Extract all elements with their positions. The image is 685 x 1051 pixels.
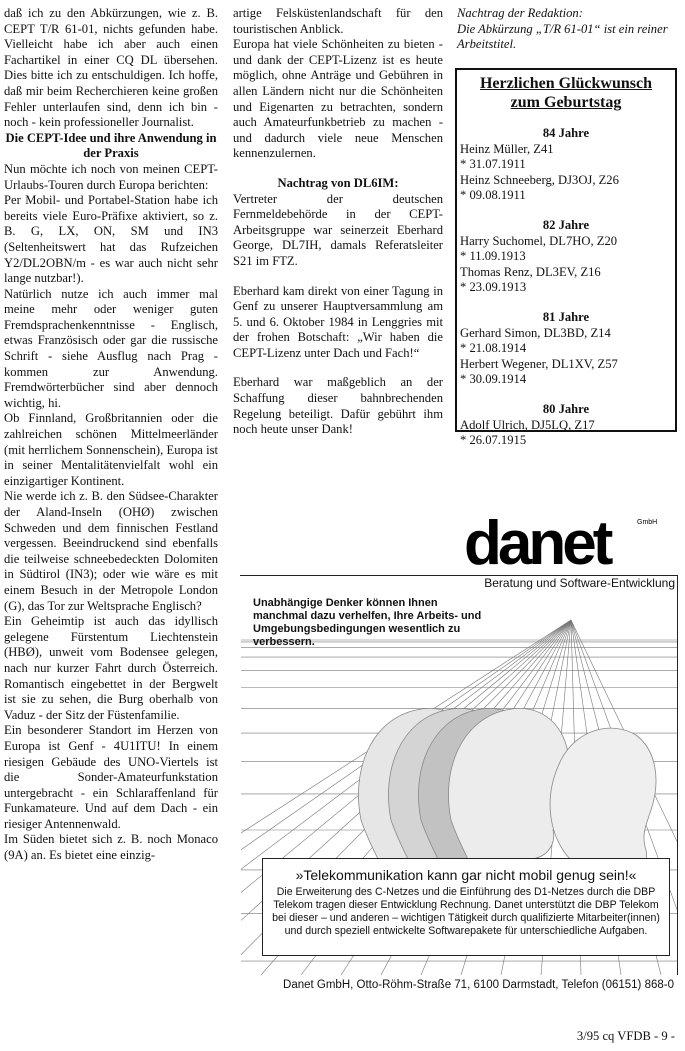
- person-name: Heinz Müller, Z41: [460, 141, 554, 156]
- editorial-note: [457, 6, 677, 53]
- article-column-2: [233, 6, 443, 438]
- person-date: * 11.09.1913: [460, 249, 526, 264]
- person-date: * 09.08.1911: [460, 188, 526, 203]
- person-name: Harry Suchomel, DL7HO, Z20: [460, 233, 618, 248]
- paragraph: Europa hat viele Schönheiten zu bieten - und dank der CEPT-Lizenz ist es heute möglich, ohne Anträge und Gebühren in allen Ländern nicht nur die Schönheiten und Eigenarten zu betrachten, sondern auch Amateurfunkbetrieb zu machen - und dadurch viele neue Menschen kennenzulernen.: [233, 37, 443, 161]
- age-heading: 81 Jahre: [542, 309, 590, 324]
- ad-slogan: »Telekommunikation kann gar nicht mobil genug sein!«: [295, 867, 637, 883]
- paragraph: Ein Geheimtip ist auch das idyllisch gelegene Fürstentum Liechtenstein (HBØ), unweit vom Bodensee gelegen, nach nur kurzer Fahrt durch Österreich. Romantisch eingebettet in der Bergwelt ist sie zu sehen, die Burg oberhalb von Vaduz - der Sitz der Füstenfamilie.: [4, 614, 218, 722]
- person-date: * 21.08.1914: [460, 341, 527, 356]
- ad-right-rule: [677, 575, 678, 975]
- ad-tagline: Beratung und Software-Entwicklung: [456, 576, 675, 590]
- paragraph: Ein besonderer Standort im Herzen von Europa ist Genf - 4U1ITU! In einem riesigen Gebäude des UNO-Viertels ist die Sonder-Amateurfunkstation untergebracht - ein Schlaraffenland für Funkamateure. Und auf dem Dach - ein riesiger Antennenwald.: [4, 723, 218, 831]
- person-name: Gerhard Simon, DL3BD, Z14: [460, 325, 611, 340]
- ad-slogan-box: [262, 858, 670, 956]
- ad-address: Danet GmbH, Otto-Röhm-Straße 71, 6100 Darmstadt, Telefon (06151) 868-0: [283, 979, 674, 991]
- section-heading-cept: Die CEPT-Idee und ihre Anwendung in der Praxis: [5, 130, 217, 161]
- danet-logo-text: danet: [464, 512, 610, 568]
- age-heading: 84 Jahre: [542, 126, 590, 140]
- birthday-title-line: Herzlichen Glückwunsch: [479, 75, 652, 92]
- intro-paragraph: daß ich zu den Abkürzungen, wie z. B. CEPT T/R 61-01, nichts gefunden habe. Vielleicht habe ich aber auch einen Fachartikel in einer CQ DL übersehen. Dies bitte ich zu entschuldigen. Ich hoffe, daß mir beim Recherchieren keine großen Fehler unterlaufen sind, denn ich bin - noch - kein professioneller Journalist.: [4, 6, 218, 130]
- danet-logo: [462, 512, 677, 568]
- birthday-box: [455, 68, 677, 448]
- person-name: Thomas Renz, DL3EV, Z16: [460, 264, 601, 279]
- birthday-title: [457, 74, 675, 112]
- paragraph: Nie werde ich z. B. den Südsee-Charakter der Aland-Inseln (OHØ) zwischen Schweden und dem finnischen Festland vergessen. Beeindruckend sind ebenfalls die teilweise schneebedeckten Dolomiten in Südtirol (IN3); oder wie wäre es mit einem Besuch in der Metropole London (G), das Tor zur Weltsprache Englisch?: [4, 489, 218, 613]
- note-text: Die Abkürzung „T/R 61-01“ ist ein reiner Arbeitstitel.: [457, 21, 668, 52]
- person-date: * 31.07.1911: [460, 157, 526, 172]
- person-date: * 23.09.1913: [460, 280, 527, 295]
- person-date: * 30.09.1914: [460, 372, 527, 387]
- paragraph: Nun möchte ich noch von meinen CEPT-Urlaubs-Touren durch Europa berichten:: [4, 161, 218, 192]
- age-heading: 80 Jahre: [542, 401, 590, 416]
- note-title: Nachtrag der Redaktion:: [457, 6, 583, 20]
- paragraph: Eberhard war maßgeblich an der Schaffung dieser bahnbrechenden Regelung beteiligt. Dafür gebührt ihm noch heute unser Dank!: [233, 375, 443, 437]
- paragraph: Im Süden bietet sich z. B. noch Monaco (9A) an. Es bietet eine einzig-: [4, 832, 218, 863]
- section-heading-nachtrag: Nachtrag von DL6IM:: [277, 175, 399, 190]
- paragraph: artige Felsküstenlandschaft für den touristischen Anblick.: [233, 6, 443, 36]
- page-number: 3/95 cq VFDB - 9 -: [576, 1029, 675, 1043]
- paragraph: Eberhard kam direkt von einer Tagung in Genf zu unserer Hauptversammlung am 5. und 6. Oktober 1984 in Lenggries mit der frohen Botschaft: „Wir haben die CEPT-Lizenz unter Dach und Fach!“: [233, 283, 443, 360]
- paragraph: Natürlich nutze ich auch immer mal meine mehr oder weniger guten Fremdsprachenkenntnisse - Englisch, etwas Französisch oder gar die russische Schrift - siehe Ausflug nach Prag - kommen zur Anwendung. Fremdwörterbücher sind aber dennoch wichtig, hi.: [4, 286, 218, 410]
- birthday-title-line: zum Geburtstag: [510, 94, 622, 111]
- age-heading: 82 Jahre: [542, 217, 590, 232]
- ad-body-text: Die Erweiterung des C-Netzes und die Einführung des D1-Netzes durch die DBP Telekom tragen dieser Entwicklung Rechnung. Danet unterstützt die DBP Telekom bei dieser – und anderen – wichtigen Tätigkeit durch qualifizierte Mitarbeiter(innen) und durch speziell entwickelte Softwarepakete für unterschiedliche Aufgaben.: [272, 886, 660, 937]
- person-name: Heinz Schneeberg, DJ3OJ, Z26: [460, 172, 619, 187]
- paragraph: Ob Finnland, Großbritannien oder die zahlreichen schönen Mittelmeerländer (mit herrlichem Sonnenschein), Europa ist in seiner Mentalitätenvielfalt wohl ein einzigartiger Kontinent.: [4, 411, 218, 488]
- person-date: * 26.07.1915: [460, 433, 527, 448]
- paragraph: Per Mobil- und Portabel-Station habe ich bereits viele Euro-Präfixe aktiviert, so z. B. G, LX, ON, SM und IN3 (Seltenheitswert hat das Rufzeichen Y2/DL2OBN/m - es war auch nicht sehr lange nutzbar!).: [4, 193, 218, 286]
- person-name: Herbert Wegener, DL1XV, Z57: [460, 356, 618, 371]
- ad-headline: Unabhängige Denker können Ihnen manchmal dazu verhelfen, Ihre Arbeits- und Umgebungsbedingungen wesentlich zu verbessern.: [253, 597, 482, 648]
- article-column-1: [4, 6, 218, 864]
- person-name: Adolf Ulrich, DJ5LQ, Z17: [460, 417, 595, 432]
- danet-logo-suffix: GmbH: [637, 519, 658, 526]
- paragraph: Vertreter der deutschen Fernmeldebehörde in der CEPT-Arbeitsgruppe war seinerzeit Eberhard George, DL7IH, damals Referatsleiter S21 im FTZ.: [233, 191, 443, 268]
